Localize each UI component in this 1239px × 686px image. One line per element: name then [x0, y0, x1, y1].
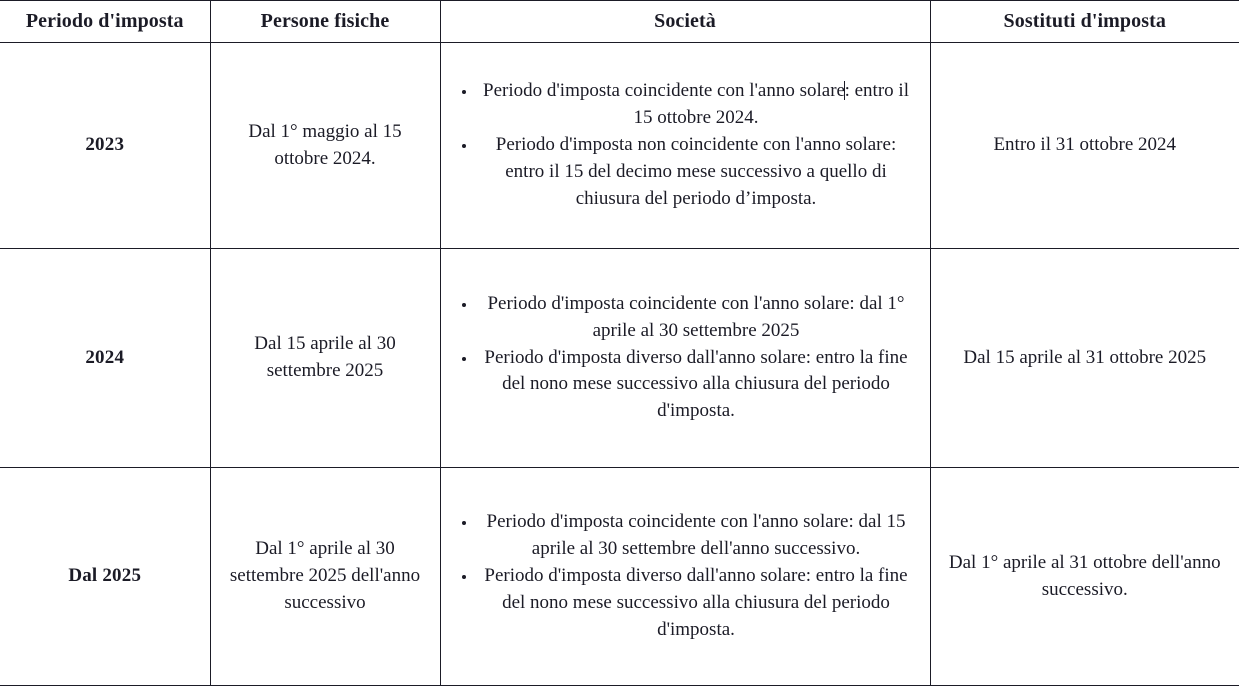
list-item: • Periodo d'imposta diverso dall'anno solare: entro la fine del nono mese successivo alla chiusura del periodo d'imposta.	[477, 563, 916, 644]
societa-bullet-list	[455, 291, 916, 426]
list-item: • Periodo d'imposta coincidente con l'anno solare: dal 15 aprile al 30 settembre dell'anno successivo.	[477, 509, 916, 563]
table-header-row	[0, 1, 1239, 43]
table-header	[0, 1, 1239, 43]
list-item	[477, 78, 916, 132]
cell-sostituti-imposta: Dal 1° aprile al 31 ottobre dell'anno successivo.	[930, 468, 1239, 686]
cell-persone-fisiche: Dal 1° aprile al 30 settembre 2025 dell'anno successivo	[210, 468, 440, 686]
list-item: • Periodo d'imposta non coincidente con l'anno solare: entro il 15 del decimo mese successivo a quello di chiusura del periodo d’imposta.	[477, 132, 916, 213]
cell-persone-fisiche: Dal 15 aprile al 30 settembre 2025	[210, 249, 440, 468]
column-header-societa: Società	[440, 1, 930, 43]
bullet-text-after-caret: : entro il 15 ottobre 2024.	[633, 80, 909, 129]
cell-periodo-imposta: Dal 2025	[0, 468, 210, 686]
cell-sostituti-imposta: Entro il 31 ottobre 2024	[930, 43, 1239, 249]
societa-bullet-list	[455, 509, 916, 644]
cell-societa	[440, 43, 930, 249]
column-header-sostituti-imposta: Sostituti d'imposta	[930, 1, 1239, 43]
cell-sostituti-imposta: Dal 15 aprile al 31 ottobre 2025	[930, 249, 1239, 468]
cell-periodo-imposta: 2023	[0, 43, 210, 249]
list-item: • Periodo d'imposta coincidente con l'anno solare: dal 1° aprile al 30 settembre 2025	[477, 291, 916, 345]
societa-bullet-list	[455, 78, 916, 213]
table-row	[0, 43, 1239, 249]
cell-periodo-imposta: 2024	[0, 249, 210, 468]
table-row	[0, 249, 1239, 468]
column-header-persone-fisiche: Persone fisiche	[210, 1, 440, 43]
bullet-text-before-caret: Periodo d'imposta coincidente con l'anno solare	[483, 80, 845, 102]
cell-persone-fisiche: Dal 1° maggio al 15 ottobre 2024.	[210, 43, 440, 249]
cell-societa	[440, 249, 930, 468]
column-header-periodo-imposta: Periodo d'imposta	[0, 1, 210, 43]
cell-societa	[440, 468, 930, 686]
table-row	[0, 468, 1239, 686]
list-item: • Periodo d'imposta diverso dall'anno solare: entro la fine del nono mese successivo alla chiusura del periodo d'imposta.	[477, 345, 916, 426]
table-body	[0, 43, 1239, 686]
